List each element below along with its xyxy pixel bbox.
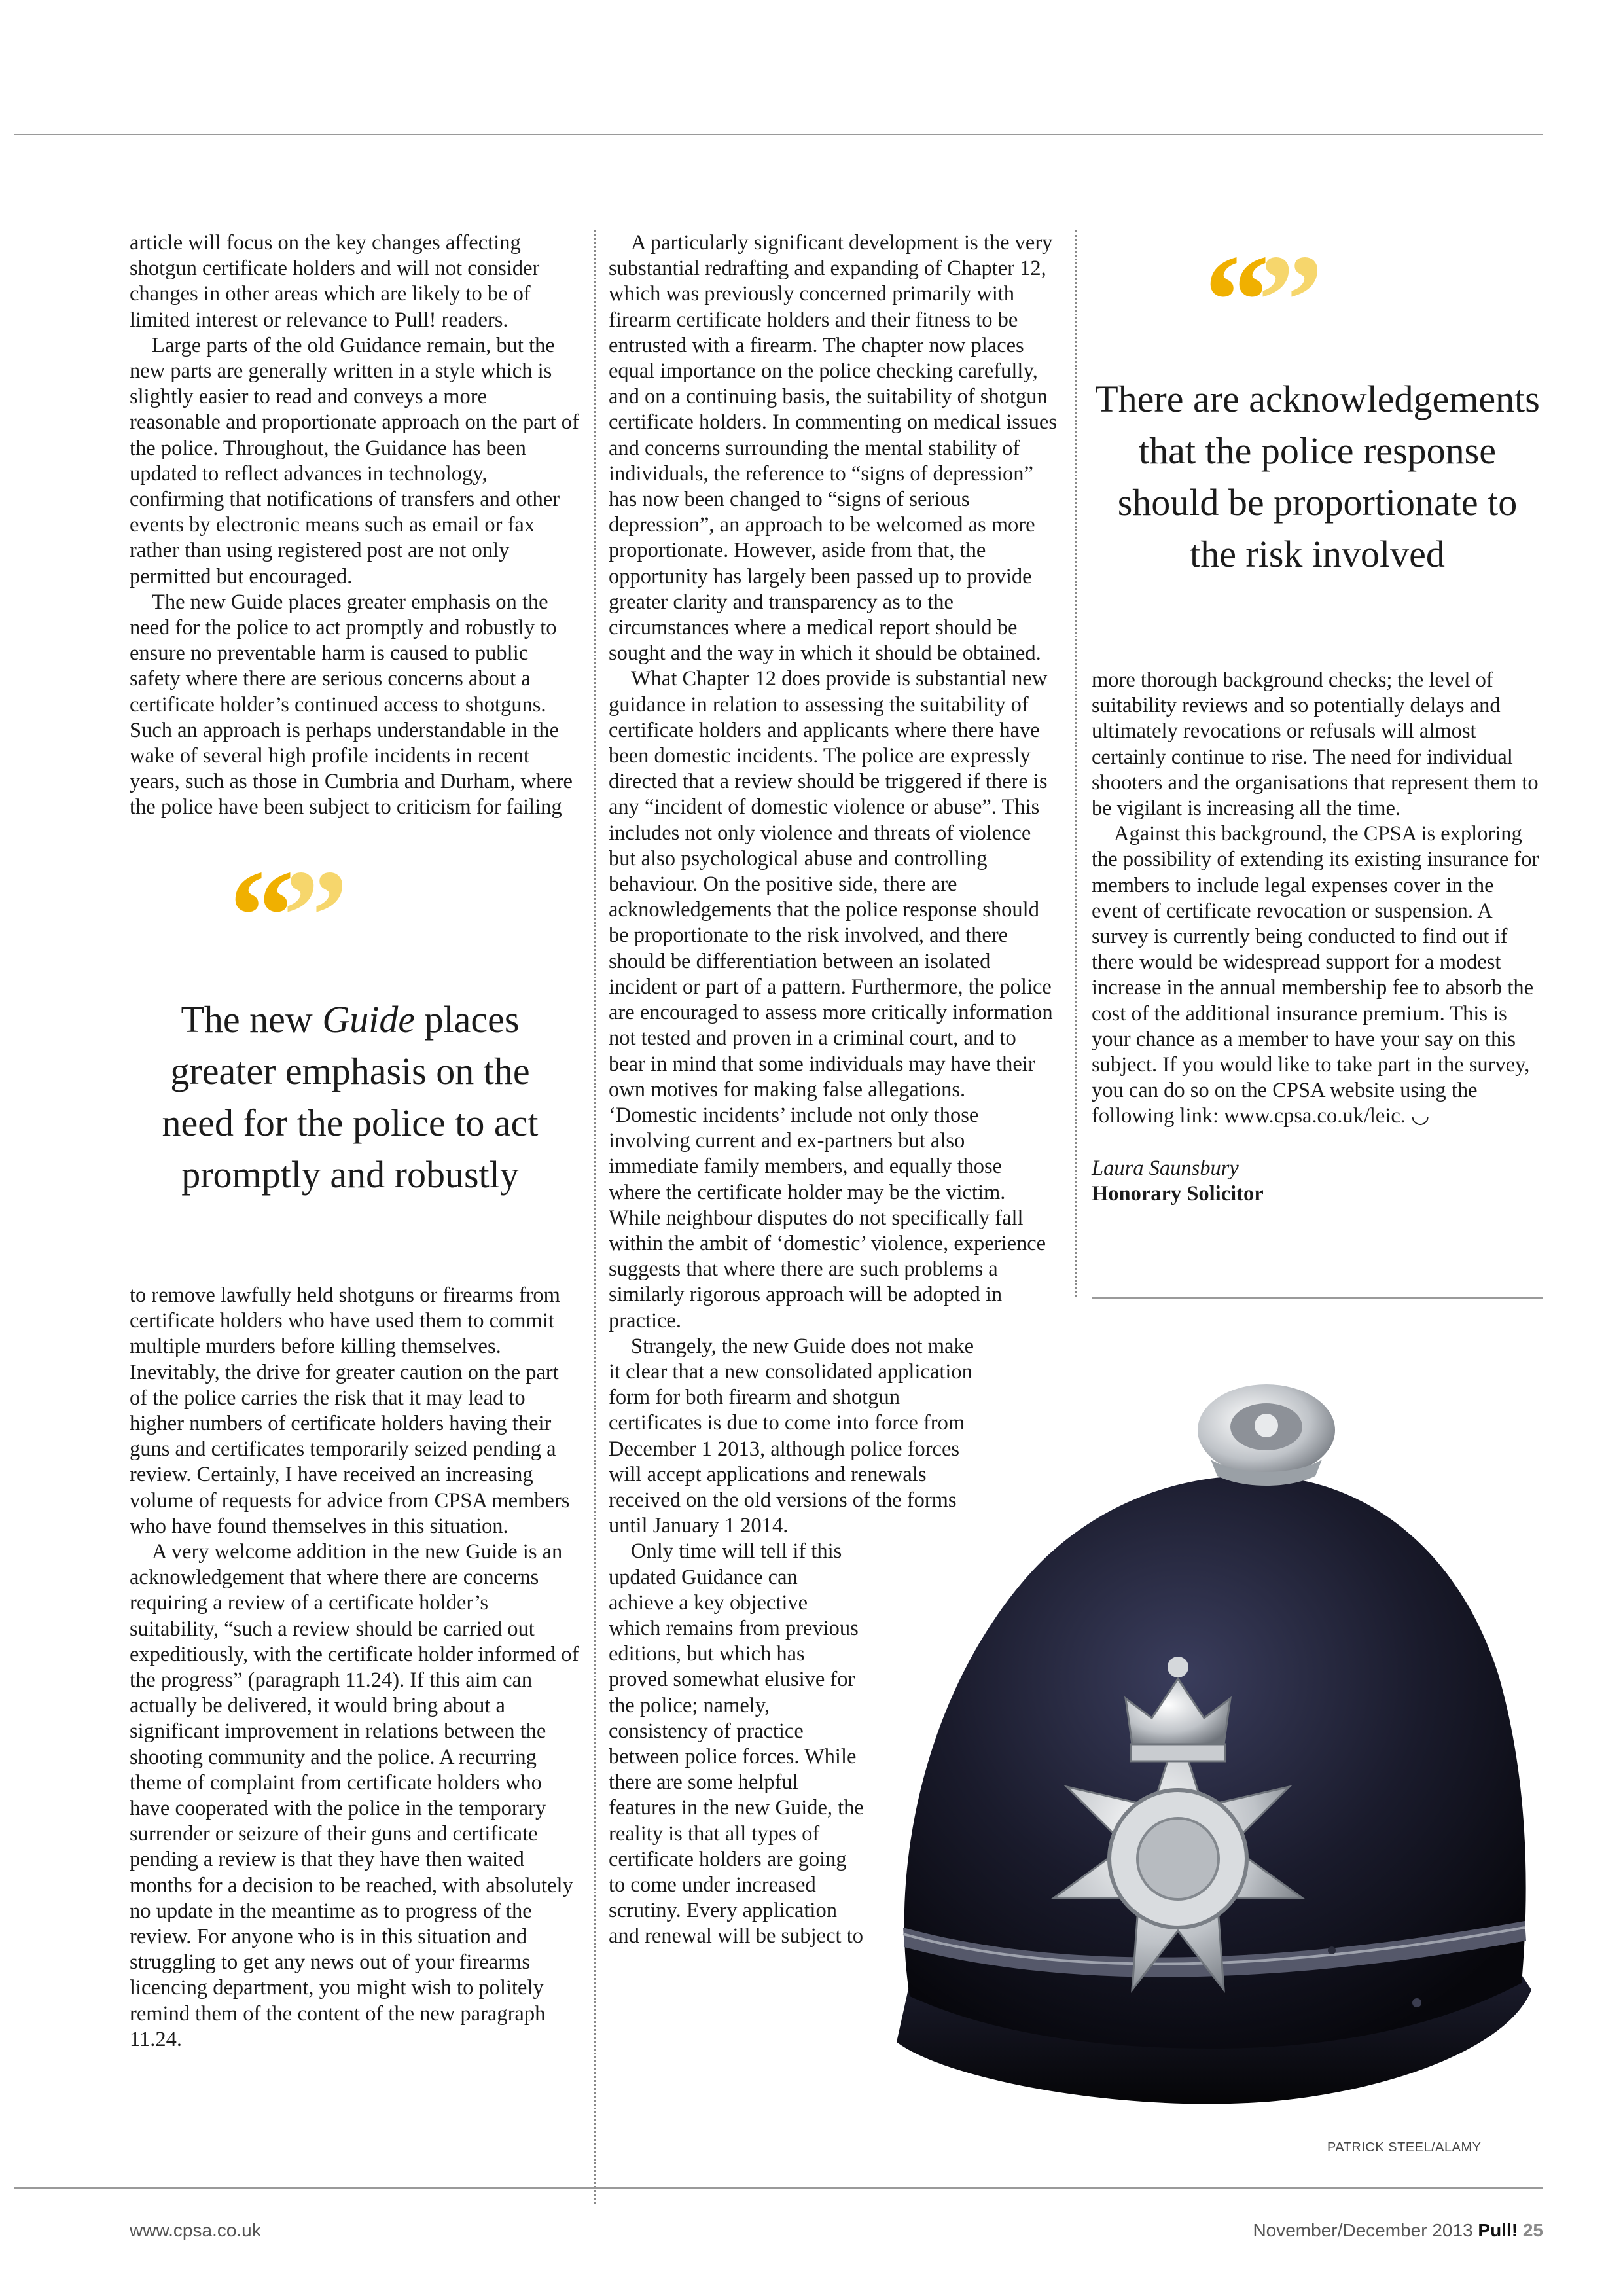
column-1 (130, 230, 580, 821)
header-rule (14, 134, 1543, 135)
column-rule (1092, 1297, 1543, 1299)
police-helmet-photo (870, 1335, 1544, 2153)
paragraph: Large parts of the old Guidance remain, but the new parts are generally written in a style which is slightly easier to read and conveys a more reasonable and proportionate approach on the part of the police. Throughout, the Guidance has been updated to reflect advances in technology, confirming that notifications of transfers and other events by electronic means such as email or fax rather than using registered post are not only permitted but encouraged. (130, 333, 579, 588)
quote-marks-icon: “” (1204, 228, 1311, 373)
footer-rule (14, 2187, 1543, 2189)
paragraph: Against this background, the CPSA is exploring the possibility of extending its existing insurance for members to include legal expenses cover in the event of certificate revocation or suspension. A survey is currently being conducted to find out if there would be widespread support for a modest increase in the annual membership fee to absorb the cost of the additional insurance premium. This is your chance as a member to have your say on this subject. If you would like to take part in the survey, you can do so on the CPSA website using the following link: www.cpsa.co.uk/leic. ◡ (1092, 822, 1539, 1128)
author-title: Honorary Solicitor (1092, 1181, 1264, 1206)
paragraph: A very welcome addition in the new Guide is an acknowledgement that where there are concerns requiring a review of a certificate holder’s suitability, “such a review should be carried out expeditiously, with the certificate holder informed of the progress” (paragraph 11.24). If this aim can actually be delivered, it would bring about a significant improvement in relations between the shooting community and the police. A recurring theme of complaint from certificate holders who have cooperated with the police in the temporary surrender or seizure of their guns and certificate pending a review is that they have then waited months for a decision to be reached, with absolutely no update in the meantime as to progress of the review. For anyone who is in this situation and struggling to get any news out of your firearms licencing department, you might wish to politely remind them of the content of the new paragraph 11.24. (130, 1540, 579, 2051)
quote-marks-icon: “” (229, 844, 336, 988)
author-name: Laura Saunsbury (1092, 1156, 1239, 1180)
paragraph: more thorough background checks; the level of suitability reviews and so potentially delays and ultimately revocations or refusals will almost certainly continue to rise. The need for individual shooters and the organisations that represent them to be vigilant is increasing all the time. (1092, 668, 1539, 821)
column-divider (594, 230, 596, 2204)
paragraph: article will focus on the key changes affecting shotgun certificate holders and will not consider changes in other areas which are likely to be of limited interest or relevance to Pull! readers. (130, 231, 540, 332)
paragraph: A particularly significant development is the very substantial redrafting and expanding of Chapter 12, which was previously concerned primarily with firearm certificate holders and their fitness to be entrusted with a firearm. The chapter now places equal importance on the police checking carefully, and on a continuing basis, the suitability of shotgun certificate holders. In commenting on medical issues and concerns surrounding the mental stability of individuals, the reference to “signs of depression” has now been changed to “signs of serious depression”, an approach to be welcomed as more proportionate. However, aside from that, the opportunity has largely been passed up to provide greater clarity and transparency as to the circumstances where a medical report should be sought and the way in which it should be obtained. (609, 231, 1057, 666)
column-1-continued (130, 1283, 580, 2053)
paragraph: Strangely, the new Guide does not make it clear that a new consolidated application form for both firearm and shotgun certificates is due to come into force from December 1 2013, although police forces will accept applications and renewals received on the old versions of the forms until January 1 2014. (609, 1334, 974, 1538)
photo-credit: PATRICK STEEL/ALAMY (1327, 2140, 1482, 2155)
column-divider (1075, 230, 1077, 1297)
footer-issue: November/December 2013 Pull! 25 (1253, 2220, 1543, 2240)
end-mark-icon: ◡ (1411, 1104, 1430, 1128)
paragraph: Only time will tell if this updated Guidance can achieve a key objective which remains from previous editions, but which has proved somewhat elusive for the police; namely, consistency of practice between police forces. While there are some helpful features in the new Guide, the reality is that all types of certificate holders are going to come under increased scrutiny. Every application and renewal will be subject to (609, 1539, 864, 1948)
column-3 (1092, 668, 1542, 1207)
footer-website: www.cpsa.co.uk (130, 2220, 261, 2240)
paragraph: The new Guide places greater emphasis on the need for the police to act promptly and robustly to ensure no preventable harm is caused to public safety where there are serious concerns about a certificate holder’s continued access to shotguns. Such an approach is perhaps understandable in the wake of several high profile incidents in recent years, such as those in Cumbria and Durham, where the police have been subject to criticism for failing (130, 590, 573, 819)
paragraph: to remove lawfully held shotguns or firearms from certificate holders who have used them to commit multiple murders before killing themselves. Inevitably, the drive for greater caution on the part of the police carries the risk that it may lead to higher numbers of certificate holders having their guns and certificates temporarily seized pending a review. Certainly, I have received an increasing volume of requests for advice from CPSA members who have found themselves in this situation. (130, 1283, 570, 1538)
pull-quote-2: There are acknowledgements that the police response should be proportionate to the risk involved (1095, 378, 1540, 575)
pull-quote-1: The new Guide places greater emphasis on the need for the police to act promptly and robustly (162, 998, 539, 1196)
paragraph: What Chapter 12 does provide is substantial new guidance in relation to assessing the suitability of certificate holders and applicants where there have been domestic incidents. The police are expressly directed that a review should be triggered if there is any “incident of domestic violence or abuse”. This includes not only violence and threats of violence but also psychological abuse and controlling behaviour. On the positive side, there are acknowledgements that the police response should be proportionate to the risk involved, and there should be differentiation between an isolated incident or part of a pattern. Furthermore, the police are encouraged to assess more critically information not tested and proven in a criminal court, and to bear in mind that some individuals may have their own motives for making false allegations. ‘Domestic incidents’ include not only those involving current and ex-partners but also immediate family members, and equally those where the certificate holder may be the victim. While neighbour disputes do not specifically fall within the ambit of ‘domestic’ violence, experience suggests that where there are such problems a similarly rigorous approach will be adopted in practice. (609, 667, 1053, 1333)
